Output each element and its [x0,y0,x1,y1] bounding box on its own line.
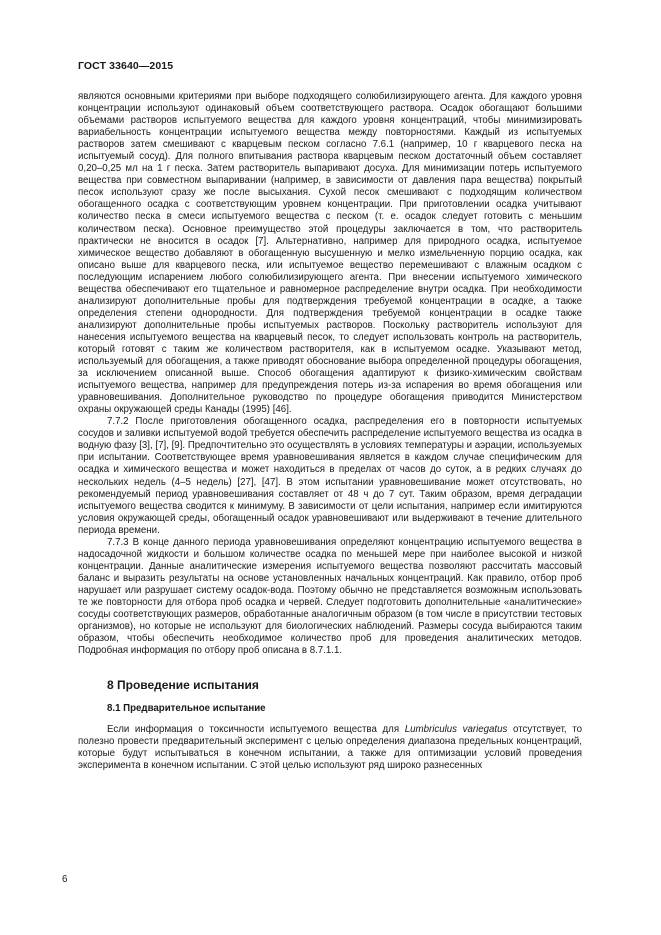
paragraph-8-1-text-end: отсутствует, то полезно провести предварительный эксперимент с целью определения диапазона предельных концентраций, которые будут испытываться в конечном испытании, а также для оптимизации условий проведения эксперимента в конечном испытании. С этой целью используют ряд широко разнесенных [78,724,582,772]
subsection-heading-8-1: 8.1 Предварительное испытание [107,703,266,715]
paragraph-7-7-2: 7.7.2 После приготовления обогащенного осадка, распределения его в повторности испытуемых сосудов и заливки испытуемой водой требуется обеспечить распределение испытуемого вещества из осадка в водную фазу [3], [7], [9]. Предпочтительно это осуществлять в условиях температуры и аэрации, используемых при испытании. Соответствующее время уравновешивания является в каждом случае специфическим для осадка и химического вещества и может находиться в пределах от часов до суток, а в редких случаях до нескольких недель (4–5 недель) [27], [47]. В этом испытании уравновешивание может отсутствовать, но рекомендуемый период уравновешивания составляет от 48 ч до 7 сут. Таким образом, время деградации испытуемого вещества сводится к минимуму. В зависимости от цели испытания, например если имитируются условия окружающей среды, обогащенный осадок уравновешивают или выдерживают в течение длительного периода времени. [78,416,582,536]
paragraph-7-7-3: 7.7.3 В конце данного периода уравновешивания определяют концентрацию испытуемого вещества в надосадочной жидкости и большом количестве осадка по меньшей мере при наиболее высокой и низкой концентрации. Данные аналитические измерения испытуемого вещества позволяют рассчитать массовый баланс и выразить результаты на основе установленных начальных концентраций. Как правило, отбор проб нарушает или разрушает систему осадок-вода. Поэтому обычно не представляется возможным использовать те же повторности для отбора проб осадка и червей. Следует подготовить дополнительные «аналитические» сосуды соответствующих размеров, обработанные аналогичным образом (в том числе в присутствии тестовых организмов), но которые не используют для биологических наблюдений. Размеры сосуда выбираются таким образом, чтобы обеспечить необходимое количество проб для проведения аналитических методов. Подробная информация по отбору проб описана в 8.7.1.1. [78,536,582,657]
paragraph-8-1-text-start: Если информация о токсичности испытуемого вещества для [107,724,405,736]
species-name: Lumbriculus variegatus [404,724,508,736]
paragraph-8-1 [78,724,582,772]
standard-header: ГОСТ 33640—2015 [78,60,174,72]
paragraph-enrichment-procedure: являются основными критериями при выборе подходящего солюбилизирующего агента. Для каждого уровня концентрации используют одинаковый объем соответствующего раствора. Осадок обогащают большими объемами растворов испытуемого вещества для каждого уровня концентраций, чтобы минимизировать вариабельность концентрации испытуемого вещества между повторностями. Каждый из испытуемых растворов затем смешивают с кварцевым песком согласно 7.6.1 (например, 10 г кварцевого песка на испытуемый сосуд). Для полного впитывания раствора кварцевым песком достаточный объем составляет 0,20–0,25 мл на 1 г песка. Затем растворитель выпаривают досуха. Для минимизации потерь испытуемого вещества при совместном выпаривании (например, в зависимости от давления пара вещества) покрытый песок используют сразу же после высыхания. Сухой песок смешивают с подходящим количеством обогащенного осадка с соответствующим уровнем концентрации. При приготовлении осадка учитывают количество песка в смеси испытуемого вещества с песком (т. е. осадок следует готовить с меньшим количеством песка). Основное преимущество этой процедуры заключается в том, что растворитель практически не вносится в осадок [7]. Альтернативно, например для природного осадка, испытуемое химическое вещество добавляют в обогащенную высушенную и мелко измельченную порцию осадка, как описано выше для кварцевого песка, или испытуемое вещество перемешивают с влажным осадком с последующим испарением любого солюбилизирующего агента. При внесении испытуемого химического вещества обеспечивают его тщательное и равномерное распределение внутри осадка. При необходимости анализируют дополнительные пробы для подтверждения требуемой концентрации в осадке, а также определения степени однородности. Для подтверждения требуемой концентрации в осадке также анализируют дополнительные пробы испытуемых растворов. Поскольку растворитель используют для нанесения испытуемого вещества на кварцевый песок, то следует использовать контроль на растворитель, который готовят с таким же количеством растворителя, как в испытуемом осадке. Указывают метод, используемый для обогащения, а также приводят обоснование выбора определенной процедуры обогащения, за исключением описанной выше. Способ обогащения адаптируют к физико-химическим свойствам испытуемого вещества, например для предупреждения потерь из-за испарения во время обогащения или уравновешивания. Дополнительное руководство по процедуре обогащения приводится Министерством охраны окружающей среды Канады (1995) [46]. [78,91,582,416]
section-heading-8: 8 Проведение испытания [107,678,259,693]
document-body [78,91,582,772]
page-number: 6 [62,874,68,885]
